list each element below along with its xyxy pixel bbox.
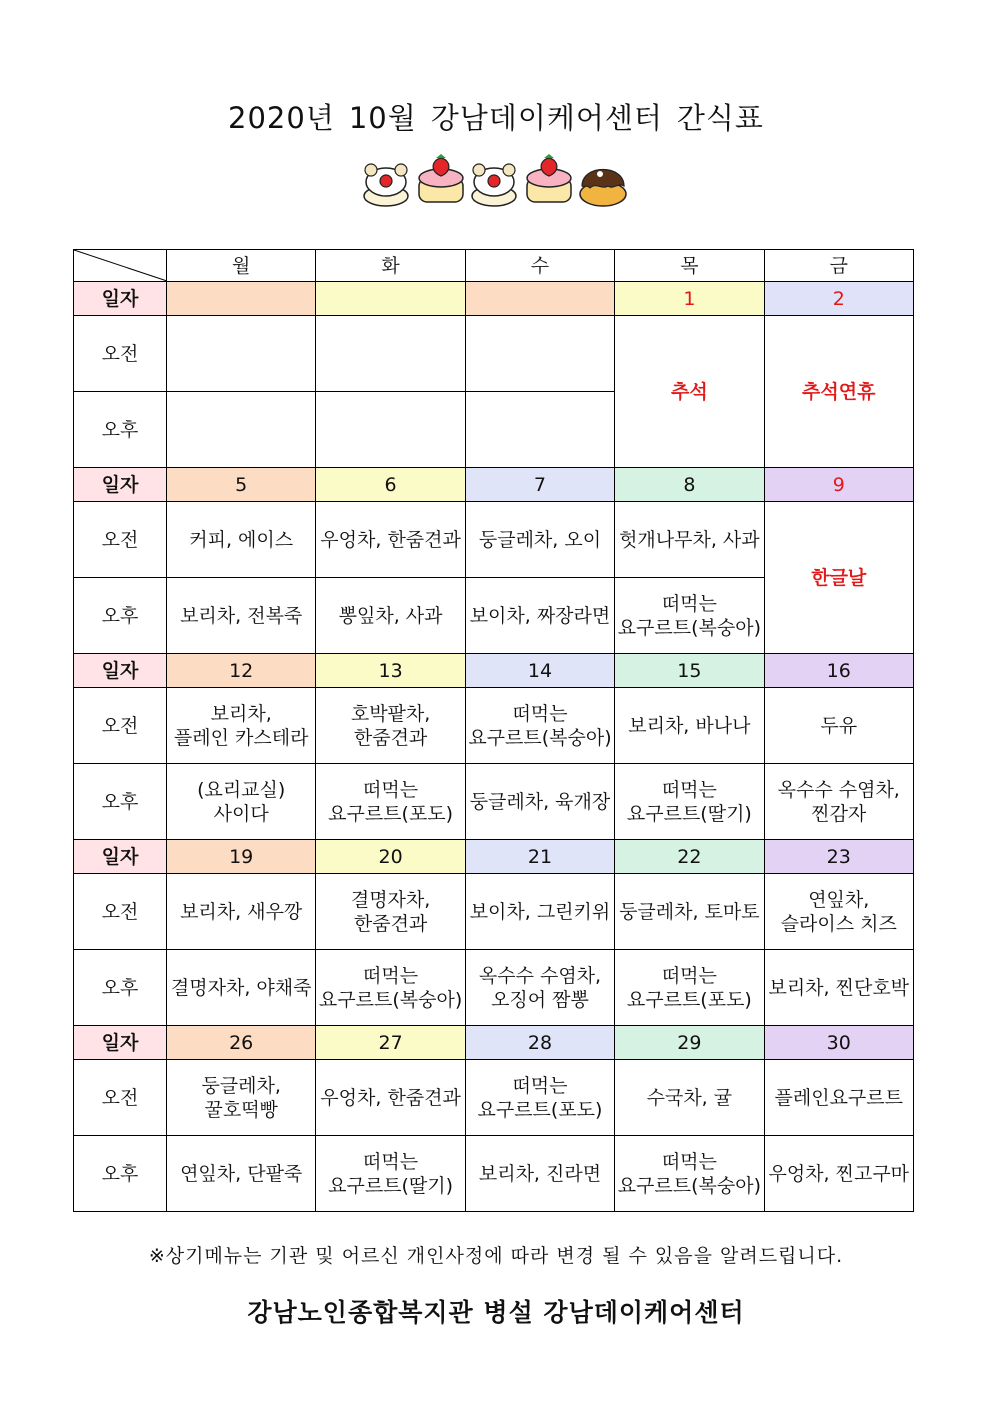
menu-line: 보이차, 그린키위	[469, 900, 611, 923]
menu-cell	[167, 392, 316, 468]
menu-line: 사이다	[213, 802, 269, 825]
menu-line: 떠먹는	[661, 1150, 717, 1173]
menu-cell	[615, 1136, 764, 1212]
strawberry-cake-icon	[419, 154, 463, 202]
pm-label: 오후	[74, 578, 167, 654]
menu-line: 한줌견과	[353, 912, 428, 935]
header-row	[74, 250, 914, 282]
date-cell: 14	[465, 654, 614, 688]
title-year: 2020년	[228, 101, 335, 135]
date-cell: 27	[316, 1026, 465, 1060]
date-cell: 15	[615, 654, 764, 688]
menu-line: 떠먹는	[512, 1074, 568, 1097]
date-cell: 8	[615, 468, 764, 502]
menu-line: 보리차, 바나나	[628, 714, 751, 737]
menu-cell	[465, 764, 614, 840]
menu-cell	[615, 950, 764, 1026]
am-label: 오전	[74, 316, 167, 392]
menu-cell	[615, 578, 764, 654]
menu-line: 떠먹는	[661, 778, 717, 801]
menu-cell	[167, 764, 316, 840]
menu-cell	[764, 1060, 913, 1136]
menu-cell	[316, 392, 465, 468]
date-cell: 28	[465, 1026, 614, 1060]
day-header-tue: 화	[316, 250, 465, 282]
pm-label: 오후	[74, 950, 167, 1026]
menu-line: 연잎차,	[808, 888, 870, 911]
menu-cell	[316, 1060, 465, 1136]
menu-cell	[167, 874, 316, 950]
cream-cake-icon	[472, 164, 516, 206]
menu-line: (요리교실)	[197, 778, 286, 801]
date-cell: 21	[465, 840, 614, 874]
date-row	[74, 282, 914, 316]
menu-line: 떠먹는	[363, 1150, 419, 1173]
menu-line: 결명자차,	[350, 888, 431, 911]
menu-cell	[167, 688, 316, 764]
date-label: 일자	[74, 468, 167, 502]
title-center: 강남데이케어센터	[430, 101, 663, 135]
menu-cell	[465, 950, 614, 1026]
am-row	[74, 502, 914, 578]
date-cell: 7	[465, 468, 614, 502]
corner-cell	[74, 250, 167, 282]
menu-line: 떠먹는	[661, 964, 717, 987]
menu-line: 떠먹는	[363, 778, 419, 801]
title-month: 10월	[348, 101, 417, 135]
date-cell: 23	[764, 840, 913, 874]
menu-line: 우엉차, 한줌견과	[320, 1086, 461, 1109]
date-cell: 12	[167, 654, 316, 688]
date-row	[74, 1026, 914, 1060]
menu-line: 요구르트(복숭아)	[617, 1174, 762, 1197]
menu-cell	[764, 764, 913, 840]
pm-row	[74, 1136, 914, 1212]
menu-line: 요구르트(포도)	[477, 1098, 603, 1121]
menu-line: 보리차, 찐단호박	[768, 976, 910, 999]
page-title	[0, 96, 992, 137]
date-cell: 16	[764, 654, 913, 688]
menu-line: 연잎차, 단팥죽	[180, 1162, 303, 1185]
menu-cell	[167, 950, 316, 1026]
organization-footer: 강남노인종합복지관 병설 강남데이케어센터	[247, 1298, 745, 1327]
menu-cell	[316, 764, 465, 840]
menu-cell	[465, 578, 614, 654]
day-header-mon: 월	[167, 250, 316, 282]
menu-cell	[764, 1136, 913, 1212]
date-cell	[316, 282, 465, 316]
date-cell	[167, 282, 316, 316]
menu-line: 요구르트(딸기)	[328, 1174, 454, 1197]
menu-cell: 우엉차, 한줌견과	[316, 502, 465, 578]
am-label: 오전	[74, 688, 167, 764]
menu-line: 떠먹는	[363, 964, 419, 987]
menu-cell	[316, 578, 465, 654]
menu-line: 떠먹는	[661, 592, 717, 615]
date-cell: 19	[167, 840, 316, 874]
date-label: 일자	[74, 840, 167, 874]
menu-line: 보리차, 진라면	[478, 1162, 602, 1185]
menu-line: 요구르트(복숭아)	[468, 726, 612, 749]
menu-line: 요구르트(포도)	[328, 802, 454, 825]
menu-line: 결명자차, 야채죽	[170, 976, 312, 999]
menu-cell: 커피, 에이스	[167, 502, 316, 578]
cream-cake-icon	[364, 164, 408, 206]
menu-line: 찐감자	[811, 802, 867, 825]
am-label: 오전	[74, 502, 167, 578]
holiday-cell: 추석	[615, 316, 764, 468]
pm-label: 오후	[74, 1136, 167, 1212]
date-label: 일자	[74, 282, 167, 316]
date-cell: 9	[764, 468, 913, 502]
date-cell: 5	[167, 468, 316, 502]
am-row	[74, 316, 914, 392]
day-header-fri: 금	[764, 250, 913, 282]
date-cell: 13	[316, 654, 465, 688]
menu-cell	[615, 874, 764, 950]
menu-line: 꿀호떡빵	[204, 1098, 278, 1121]
menu-line: 보이차, 짜장라면	[469, 604, 611, 627]
date-cell: 29	[615, 1026, 764, 1060]
menu-line: 보리차, 전복죽	[180, 604, 303, 627]
menu-line: 요구르트(포도)	[626, 988, 752, 1011]
menu-cell	[167, 1136, 316, 1212]
menu-line: 요구르트(딸기)	[626, 802, 752, 825]
menu-line: 둥글레차, 육개장	[469, 790, 611, 813]
menu-cell	[316, 874, 465, 950]
date-cell: 2	[764, 282, 913, 316]
menu-cell	[316, 1136, 465, 1212]
date-cell: 20	[316, 840, 465, 874]
menu-cell: 둥글레차, 오이	[465, 502, 614, 578]
cake-decoration	[360, 152, 632, 210]
menu-line: 요구르트(복숭아)	[617, 616, 762, 639]
date-cell: 1	[615, 282, 764, 316]
menu-line: 호박팥차,	[350, 702, 431, 725]
menu-line: 우엉차, 찐고구마	[768, 1162, 910, 1185]
menu-cell	[465, 392, 614, 468]
title-menu: 간식표	[676, 101, 764, 135]
menu-cell	[316, 688, 465, 764]
holiday-cell: 추석연휴	[764, 316, 913, 468]
menu-line: 오징어 짬뽕	[491, 988, 589, 1011]
menu-line: 슬라이스 치즈	[780, 912, 897, 935]
pm-label: 오후	[74, 392, 167, 468]
date-row	[74, 654, 914, 688]
menu-line: 보리차, 새우깡	[180, 900, 303, 923]
menu-cell	[764, 688, 913, 764]
date-cell: 26	[167, 1026, 316, 1060]
menu-line: 옥수수 수염차,	[478, 964, 602, 987]
diagonal-line	[74, 250, 167, 281]
menu-line: 둥글레차, 토마토	[619, 900, 760, 923]
menu-cell	[465, 688, 614, 764]
chocolate-cake-icon	[580, 170, 626, 207]
snack-menu-table	[73, 249, 914, 1212]
strawberry-cake-icon	[527, 154, 571, 202]
am-row	[74, 874, 914, 950]
pm-row	[74, 764, 914, 840]
menu-cell	[167, 1060, 316, 1136]
am-label: 오전	[74, 1060, 167, 1136]
menu-line: 둥글레차,	[201, 1074, 281, 1097]
notice-text: ※상기메뉴는 기관 및 어르신 개인사정에 따라 변경 될 수 있음을 알려드립니다.	[148, 1245, 844, 1267]
date-label: 일자	[74, 1026, 167, 1060]
menu-cell	[167, 316, 316, 392]
menu-line: 두유	[820, 714, 858, 737]
menu-line: 떠먹는	[512, 702, 568, 725]
menu-line: 플레인요구르트	[774, 1086, 903, 1109]
day-header-wed: 수	[465, 250, 614, 282]
am-label: 오전	[74, 874, 167, 950]
menu-cell	[465, 316, 614, 392]
menu-cell	[465, 1136, 614, 1212]
date-row	[74, 840, 914, 874]
menu-line: 한줌견과	[353, 726, 428, 749]
date-label: 일자	[74, 654, 167, 688]
menu-cell	[764, 950, 913, 1026]
date-cell: 6	[316, 468, 465, 502]
pm-label: 오후	[74, 764, 167, 840]
date-row	[74, 468, 914, 502]
menu-cell	[316, 950, 465, 1026]
date-cell	[465, 282, 614, 316]
am-row	[74, 1060, 914, 1136]
menu-line: 옥수수 수염차,	[777, 778, 900, 801]
menu-line: 수국차, 귤	[646, 1086, 733, 1109]
day-header-thu: 목	[615, 250, 764, 282]
menu-cell: 헛개나무차, 사과	[615, 502, 764, 578]
am-row	[74, 688, 914, 764]
date-cell: 22	[615, 840, 764, 874]
menu-cell	[316, 316, 465, 392]
menu-cell	[465, 1060, 614, 1136]
menu-cell	[167, 578, 316, 654]
menu-cell	[615, 764, 764, 840]
menu-line: 보리차,	[210, 702, 272, 725]
menu-cell	[465, 874, 614, 950]
menu-line: 요구르트(복숭아)	[318, 988, 463, 1011]
holiday-cell: 한글날	[764, 502, 913, 654]
pm-row	[74, 950, 914, 1026]
menu-cell	[615, 688, 764, 764]
menu-cell	[764, 874, 913, 950]
menu-line: 뽕잎차, 사과	[338, 604, 443, 627]
date-cell: 30	[764, 1026, 913, 1060]
menu-line: 플레인 카스테라	[173, 726, 309, 749]
menu-cell	[615, 1060, 764, 1136]
